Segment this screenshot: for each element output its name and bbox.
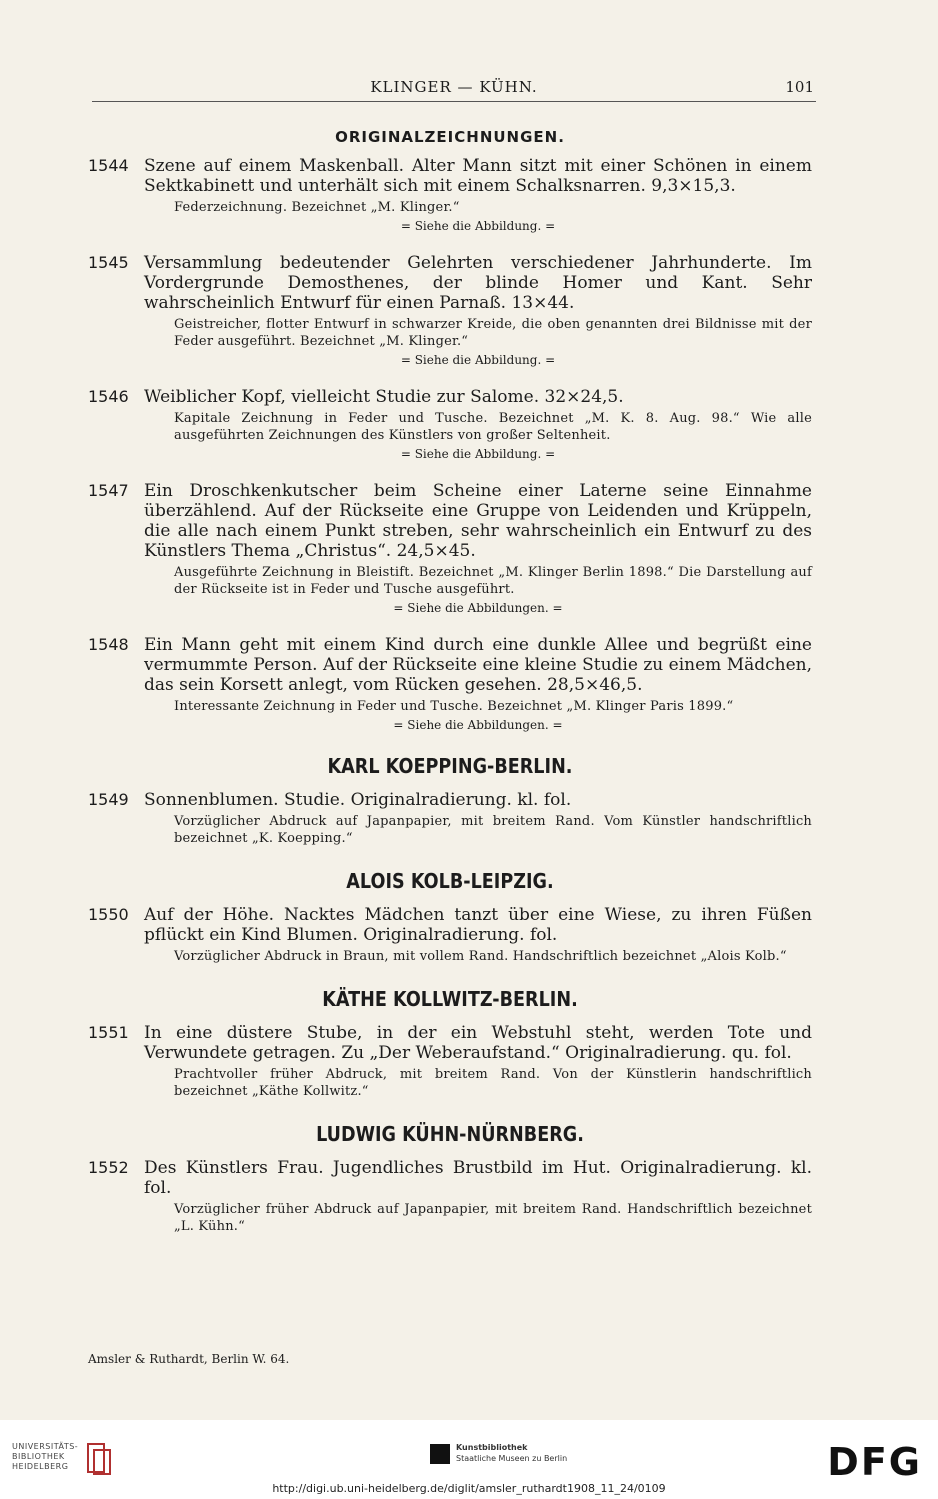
entry-note: Federzeichnung. Bezeichnet „M. Klinger.“ — [174, 200, 460, 215]
catalog-entry — [88, 635, 812, 732]
entry-body — [144, 905, 812, 965]
entry-description: Ein Droschkenkutscher beim Scheine einer Laterne seine Einnahme überzählend. Auf der Rückseite eine Gruppe von Leidenden und Krüppeln, die alle nach einem Punkt streben, sehr wahrscheinlich ein Entwurf zu des Künstlers Thema „Christus“. 24,5×45. — [144, 481, 812, 561]
entry-body — [144, 635, 812, 732]
entry-body — [144, 387, 812, 461]
entry-note: Vorzüglicher Abdruck in Braun, mit vollem Rand. Handschriftlich bezeichnet „Alois Kolb.“ — [174, 949, 787, 964]
section-heading: KARL KOEPPING-BERLIN. — [327, 754, 573, 778]
kunstbibliothek-mark-icon — [430, 1444, 450, 1464]
viewer-footer — [0, 1420, 938, 1499]
entry-description: Des Künstlers Frau. Jugendliches Brustbild im Hut. Originalradierung. kl. fol. — [144, 1158, 812, 1198]
lot-number: 1545 — [88, 253, 129, 272]
lot-number: 1552 — [88, 1158, 129, 1177]
lot-number: 1551 — [88, 1023, 129, 1042]
entry-note: Vorzüglicher Abdruck auf Japanpapier, mit breitem Rand. Vom Künstler handschriftlich bezeichnet „K. Koepping.“ — [174, 814, 812, 846]
see-illustration-note: = Siehe die Abbildung. = — [400, 447, 556, 461]
catalog-entry — [88, 156, 812, 233]
entry-note: Prachtvoller früher Abdruck, mit breitem Rand. Von der Künstlerin handschriftlich bezeichnet „Käthe Kollwitz.“ — [174, 1067, 812, 1099]
entry-description: Szene auf einem Maskenball. Alter Mann sitzt mit einer Schönen in einem Sektkabinett und unterhält sich mit einem Schalksnarren. 9,3×15,3. — [144, 156, 812, 196]
see-illustration-note: = Siehe die Abbildungen. = — [393, 718, 563, 732]
uni-logo-line: BIBLIOTHEK — [12, 1452, 65, 1461]
uni-logo-line: UNIVERSITÄTS- — [12, 1442, 79, 1451]
catalog-entry — [88, 1023, 812, 1100]
entry-description: Auf der Höhe. Nacktes Mädchen tanzt über eine Wiese, zu ihren Füßen pflückt ein Kind Blumen. Originalradierung. fol. — [144, 905, 812, 945]
catalog-entry — [88, 1158, 812, 1235]
section-heading: KÄTHE KOLLWITZ-BERLIN. — [322, 987, 578, 1011]
entry-body — [144, 1158, 812, 1235]
see-illustration-note: = Siehe die Abbildungen. = — [393, 601, 563, 615]
running-head-title: KLINGER — KÜHN. — [370, 78, 538, 96]
entry-note: Geistreicher, flotter Entwurf in schwarzer Kreide, die oben genannten drei Bildnisse mit der Feder ausgeführt. Bezeichnet „M. Klinger.“ — [174, 317, 812, 349]
entry-body — [144, 156, 812, 233]
lot-number: 1548 — [88, 635, 129, 654]
catalog-content — [88, 120, 812, 1255]
entry-description: Weiblicher Kopf, vielleicht Studie zur Salome. 32×24,5. — [144, 387, 624, 407]
see-illustration-note: = Siehe die Abbildung. = — [400, 219, 556, 233]
entry-body — [144, 790, 812, 847]
entry-body — [144, 253, 812, 367]
entry-description: Versammlung bedeutender Gelehrten verschiedener Jahrhunderte. Im Vordergrunde Demosthenes, der blinde Homer und Kant. Sehr wahrscheinlich Entwurf für einen Parnaß. 13×44. — [144, 253, 812, 313]
kb-logo-line: Kunstbibliothek — [456, 1443, 528, 1452]
section-heading: ALOIS KOLB-LEIPZIG. — [346, 869, 554, 893]
catalog-entry — [88, 387, 812, 461]
lot-number: 1550 — [88, 905, 129, 924]
entry-body — [144, 481, 812, 615]
library-emblem-icon — [84, 1440, 114, 1476]
publisher-imprint: Amsler & Ruthardt, Berlin W. 64. — [88, 1352, 290, 1366]
dfg-logo[interactable]: DFG — [827, 1440, 922, 1484]
entry-note: Vorzüglicher früher Abdruck auf Japanpapier, mit breitem Rand. Handschriftlich bezeichnet „L. Kühn.“ — [174, 1202, 812, 1234]
page-number: 101 — [785, 78, 814, 96]
kb-logo-line: Staatliche Museen zu Berlin — [456, 1454, 568, 1463]
kunstbibliothek-logo[interactable] — [430, 1442, 567, 1464]
permalink-url[interactable]: http://digi.ub.uni-heidelberg.de/diglit/amsler_ruthardt1908_11_24/0109 — [272, 1482, 666, 1495]
uni-logo-line: HEIDELBERG — [12, 1462, 69, 1471]
entry-body — [144, 1023, 812, 1100]
catalog-entry — [88, 253, 812, 367]
entry-note: Interessante Zeichnung in Feder und Tusche. Bezeichnet „M. Klinger Paris 1899.“ — [174, 699, 734, 714]
entry-note: Kapitale Zeichnung in Feder und Tusche. Bezeichnet „M. K. 8. Aug. 98.“ Wie alle ausgeführten Zeichnungen des Künstlers von großer Seltenheit. — [174, 411, 812, 443]
lot-number: 1547 — [88, 481, 129, 500]
catalog-entry — [88, 481, 812, 615]
section-heading: LUDWIG KÜHN-NÜRNBERG. — [316, 1122, 584, 1146]
entry-description: Sonnenblumen. Studie. Originalradierung. kl. fol. — [144, 790, 572, 810]
university-library-logo[interactable] — [12, 1442, 78, 1472]
see-illustration-note: = Siehe die Abbildung. = — [400, 353, 556, 367]
running-head — [92, 76, 816, 102]
lot-number: 1549 — [88, 790, 129, 809]
catalog-entry — [88, 905, 812, 965]
entry-description: In eine düstere Stube, in der ein Webstuhl steht, werden Tote und Verwundete getragen. Zu „Der Weberaufstand.“ Originalradierung. qu. fol. — [144, 1023, 812, 1063]
lot-number: 1546 — [88, 387, 129, 406]
entry-note: Ausgeführte Zeichnung in Bleistift. Bezeichnet „M. Klinger Berlin 1898.“ Die Darstellung auf der Rückseite ist in Feder und Tusche ausgeführt. — [174, 565, 812, 597]
lot-number: 1544 — [88, 156, 129, 175]
catalog-entry — [88, 790, 812, 847]
entry-description: Ein Mann geht mit einem Kind durch eine dunkle Allee und begrüßt eine vermummte Person. Auf der Rückseite eine kleine Studie zu einem Mädchen, das sein Korsett anlegt, vom Rücken gesehen. 28,5×46,5. — [144, 635, 812, 695]
section-heading: ORIGINALZEICHNUNGEN. — [335, 128, 565, 146]
